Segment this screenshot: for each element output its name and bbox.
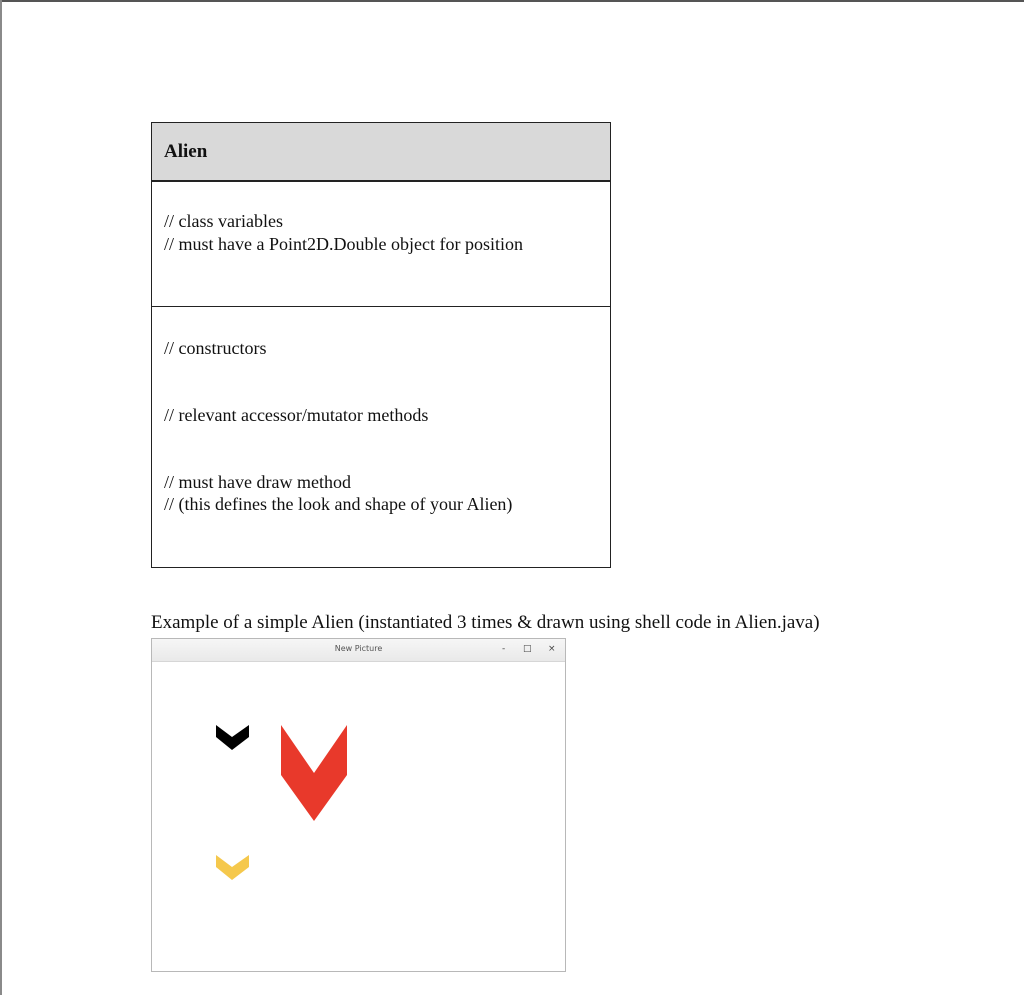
uml-class-header (152, 123, 610, 182)
canvas-svg (152, 662, 565, 971)
page-border-left (0, 0, 2, 995)
uml-class-diagram (151, 122, 611, 568)
uml-method-comment: // relevant accessor/mutator methods (164, 405, 429, 425)
window-titlebar[interactable] (152, 639, 565, 662)
window-title: New Picture (334, 644, 383, 653)
uml-method-comment: // constructors (164, 338, 267, 358)
uml-field-comment: // must have a Point2D.Double object for position (164, 234, 523, 254)
page-border-top (0, 0, 1024, 2)
uml-method-comment: // must have draw method (164, 472, 351, 492)
alien-red-chevron (281, 725, 347, 821)
uml-method-comment: // (this defines the look and shape of your Alien) (164, 494, 513, 514)
uml-methods-section (152, 307, 610, 567)
drawing-canvas (152, 662, 565, 971)
uml-fields-section (152, 182, 610, 307)
close-button[interactable]: × (548, 644, 556, 654)
example-caption: Example of a simple Alien (instantiated 3 times & drawn using shell code in Alien.java) (151, 612, 820, 633)
picture-window (151, 638, 566, 972)
uml-class-name: Alien (164, 141, 208, 162)
minimize-button[interactable]: - (502, 644, 506, 654)
alien-yellow-chevron (216, 855, 249, 880)
uml-field-comment: // class variables (164, 211, 283, 231)
maximize-button[interactable]: □ (523, 644, 532, 654)
alien-black-chevron (216, 725, 249, 750)
